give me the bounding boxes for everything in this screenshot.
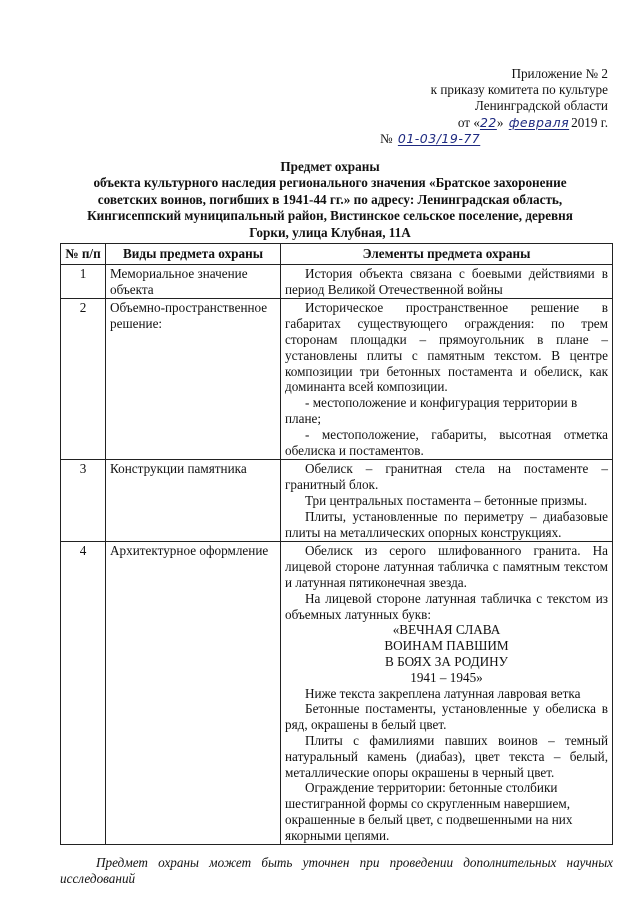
appendix-number-line <box>380 131 608 147</box>
inscription-line: 1941 – 1945» <box>410 669 483 685</box>
table-header-row <box>61 244 613 265</box>
element-paragraph: Ниже текста закреплена латунная лавровая ветка <box>305 685 581 701</box>
date-day-handwritten: 22 <box>479 114 497 130</box>
header-elements: Элементы предмета охраны <box>281 244 613 265</box>
element-paragraph: Обелиск – гранитная стела на постаменте – гранитный блок. <box>285 461 608 493</box>
row-elements <box>281 542 613 845</box>
appendix-title: Приложение № 2 <box>511 66 608 81</box>
number-handwritten: 01-03/19-77 <box>397 130 481 146</box>
date-prefix: от « <box>457 114 480 130</box>
inscription-line: «ВЕЧНАЯ СЛАВА <box>392 622 501 638</box>
element-paragraph: Ограждение территории: бетонные столбики шестигранной формы со скругленным навершием, окрашенные в белый цвет, с подвешенными на них якорными цепями. <box>285 780 573 843</box>
appendix-block <box>380 66 608 147</box>
protection-table <box>60 243 613 845</box>
date-year: 2019 г. <box>571 114 608 130</box>
table-row <box>61 264 613 299</box>
inscription-line: ВОИНАМ ПАВШИМ <box>384 638 509 654</box>
row-elements <box>281 460 613 542</box>
header-kind: Виды предмета охраны <box>106 244 281 265</box>
table-row <box>61 460 613 542</box>
row-kind: Архитектурное оформление <box>106 542 281 845</box>
element-paragraph: История объекта связана с боевыми действиями в период Великой Отечественной войны <box>285 265 608 297</box>
title-line-5: Горки, улица Клубная, 11А <box>249 224 411 240</box>
title-line-1: Предмет охраны <box>280 159 380 174</box>
row-kind: Мемориальное значение объекта <box>106 264 281 299</box>
element-paragraph: Бетонные постаменты, установленные у обелиска в ряд, окрашены в белый цвет. <box>285 701 608 733</box>
table-row <box>61 542 613 845</box>
element-paragraph: Плиты с фамилиями павших воинов – темный натуральный камень (диабаз), цвет текста – белый, металлические опоры окрашены в черный цвет. <box>285 732 608 780</box>
appendix-region-line: Ленинградской области <box>474 98 608 114</box>
row-num: 3 <box>61 460 106 542</box>
title-line-3: советских воинов, погибших в 1941-44 гг.» по адресу: Ленинградская область, <box>97 191 563 207</box>
document-title <box>60 159 600 241</box>
number-prefix: № <box>380 130 393 146</box>
row-kind: Объемно-пространственное решение: <box>106 299 281 460</box>
row-num: 1 <box>61 264 106 299</box>
element-paragraph: Три центральных постамента – бетонные призмы. <box>305 492 588 508</box>
title-line-4: Кингисеппский муниципальный район, Вистинское сельское поселение, деревня <box>87 208 573 224</box>
row-kind: Конструкции памятника <box>106 460 281 542</box>
row-elements <box>281 264 613 299</box>
date-month-handwritten: февраля <box>508 114 570 130</box>
date-mid: » <box>496 114 504 130</box>
element-paragraph: Плиты, установленные по периметру – диабазовые плиты на металлических опорных конструкциях. <box>285 508 608 540</box>
row-num: 2 <box>61 299 106 460</box>
element-paragraph: - местоположение и конфигурация территории в плане; <box>285 395 578 426</box>
table-row <box>61 299 613 460</box>
header-num: № п/п <box>61 244 106 265</box>
title-line-2: объекта культурного наследия регионального значения «Братское захоронение <box>93 175 567 191</box>
appendix-order-line: к приказу комитета по культуре <box>430 82 608 98</box>
element-paragraph: - местоположение, габариты, высотная отметка обелиска и постаментов. <box>285 426 608 458</box>
inscription-line: В БОЯХ ЗА РОДИНУ <box>385 653 508 669</box>
row-num: 4 <box>61 542 106 845</box>
appendix-date-line <box>380 115 608 131</box>
element-paragraph: Историческое пространственное решение в габаритах существующего ограждения: по трем сторонам площадки – прямоугольник в плане – установлены плиты с памятным текстом. В центре композиции три бетонных постамента и обелиск, как доминанта всей композиции. <box>285 300 608 395</box>
footer-note: Предмет охраны может быть уточнен при проведении дополнительных научных исследований <box>60 855 613 886</box>
element-paragraph: На лицевой стороне латунная табличка с текстом из объемных латунных букв: <box>285 590 608 622</box>
row-elements <box>281 299 613 460</box>
element-paragraph: Обелиск из серого шлифованного гранита. На лицевой стороне латунная табличка с памятным текстом и латунная пятиконечная звезда. <box>285 543 608 590</box>
